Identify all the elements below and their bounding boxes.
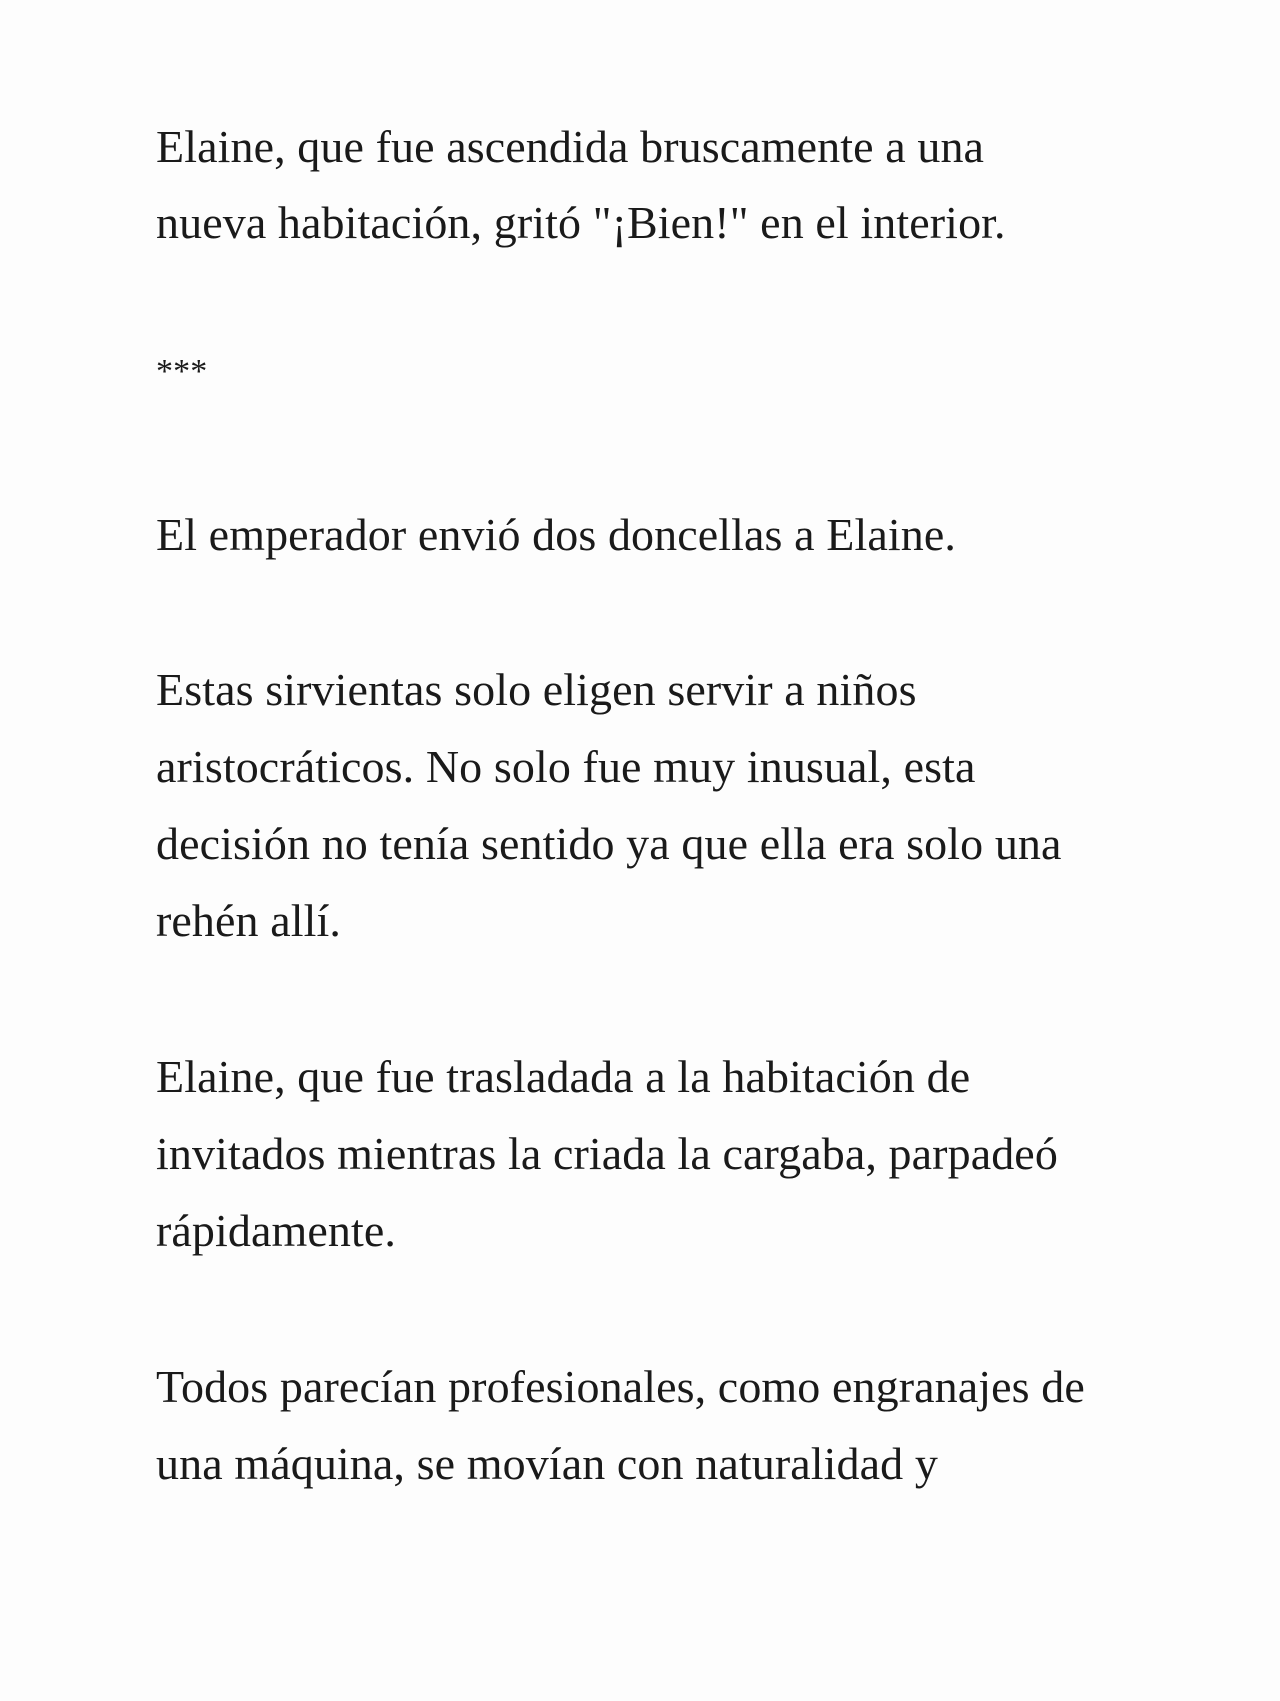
- paragraph-line: invitados mientras la criada la cargaba, parpadeó: [156, 1128, 1058, 1179]
- paragraph-line: Estas sirvientas solo eligen servir a niños: [156, 664, 917, 715]
- paragraph-line: nueva habitación, gritó "¡Bien!" en el interior.: [156, 197, 1006, 248]
- paragraph-line: El emperador envió dos doncellas a Elaine.: [156, 509, 956, 560]
- paragraph-line: rápidamente.: [156, 1205, 397, 1256]
- section-break: ***: [156, 353, 208, 390]
- paragraph-line: una máquina, se movían con naturalidad y: [156, 1438, 938, 1489]
- paragraph-line: aristocráticos. No solo fue muy inusual, esta: [156, 741, 976, 792]
- paragraph-line: decisión no tenía sentido ya que ella era solo una: [156, 818, 1062, 869]
- paragraph-line: Elaine, que fue ascendida bruscamente a una: [156, 121, 985, 172]
- paragraph-line: Todos parecían profesionales, como engranajes de: [156, 1361, 1085, 1412]
- paragraph-line: rehén allí.: [156, 895, 342, 946]
- paragraph-line: Elaine, que fue trasladada a la habitación de: [156, 1051, 971, 1102]
